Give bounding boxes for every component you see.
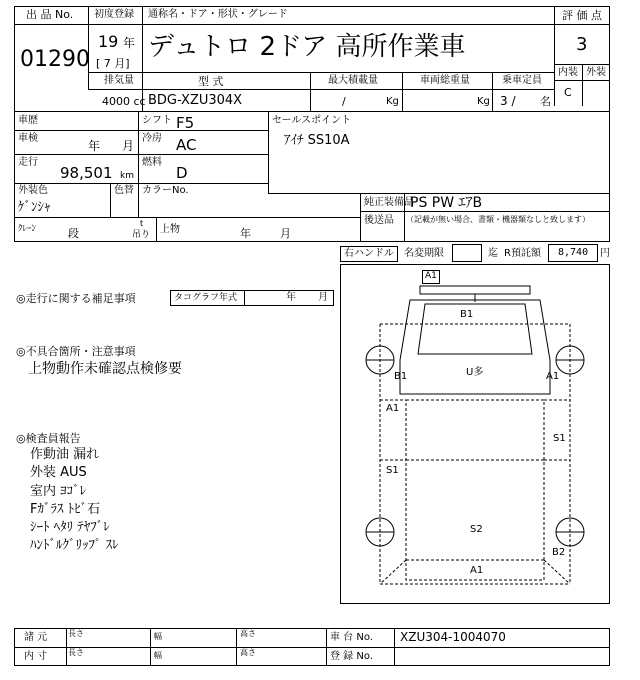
- inspector-line: 作動油 漏れ: [30, 447, 100, 462]
- name-change-box: [452, 244, 482, 262]
- interior-grade: C: [564, 86, 572, 99]
- width-label: 幅: [154, 651, 162, 660]
- reg-label: 登 録 No.: [330, 651, 373, 662]
- mark-u-mid: U多: [466, 367, 484, 378]
- history-label: 車歴: [18, 115, 38, 126]
- sales-point: ｱｲﾁ SS10A: [284, 133, 350, 148]
- crane-steps: 段: [68, 227, 79, 240]
- height-label: 高さ: [240, 648, 256, 657]
- body-label: 上物: [160, 224, 180, 235]
- mark-b1-top: B1: [460, 309, 474, 320]
- first-reg-year-unit: 年: [123, 36, 136, 50]
- crane-t: t: [140, 219, 144, 228]
- gross-weight-unit: Kg: [477, 96, 490, 107]
- chassis-no: XZU304-1004070: [400, 630, 506, 644]
- length-label: 長さ: [68, 648, 84, 657]
- inspection-year-unit: 年: [88, 139, 101, 153]
- grade-label: 評 価 点: [562, 9, 602, 22]
- handle: 右ハンドル: [344, 248, 394, 259]
- color-no-label: 色替: [114, 185, 134, 196]
- shift-label: シフト: [142, 115, 172, 126]
- shift: F5: [176, 114, 195, 132]
- mark-b1-left: B1: [394, 371, 408, 382]
- mark-b2: B2: [552, 547, 566, 558]
- first-reg-month: [ 7 月]: [96, 57, 130, 70]
- sales-point-label: セールスポイント: [272, 115, 352, 126]
- mark-top: A1: [425, 271, 437, 281]
- displacement-label: 排気量: [104, 75, 134, 86]
- defect-label: ◎不具合箇所・注意事項: [16, 345, 136, 358]
- exterior-label: 外装: [586, 67, 606, 78]
- mark-s1-right: S1: [553, 433, 566, 444]
- height-label: 高さ: [240, 629, 256, 638]
- equipment-label: 純正装備品: [364, 197, 414, 208]
- first-reg-label: 初度登録: [94, 9, 134, 20]
- inspection-label: 車検: [18, 133, 38, 144]
- ac-label: 冷房: [142, 133, 162, 144]
- color-code-label: カラーNo.: [142, 185, 189, 196]
- type: BDG-XZU304X: [148, 93, 243, 108]
- first-reg-year: 19: [98, 32, 119, 51]
- mileage: 98,501: [60, 164, 113, 182]
- max-load-label: 最大積載量: [328, 75, 378, 86]
- inspector-line: ｼｰﾄ ﾍﾀﾘ ﾃﾔﾌﾞﾚ: [30, 520, 110, 535]
- fuel: D: [176, 164, 188, 182]
- model-label: 通称名・ドア・形状・グレード: [148, 9, 288, 20]
- inspector-line: Fｶﾞﾗｽ ﾄﾋﾞ石: [30, 502, 101, 517]
- name-change-label: 名変期限: [404, 248, 444, 259]
- mileage-label: 走行: [18, 157, 38, 168]
- length-label: 長さ: [68, 629, 84, 638]
- attached-label: 後送品: [364, 215, 394, 226]
- mark-a1-bottom: A1: [470, 565, 484, 576]
- grade: 3: [576, 34, 588, 55]
- zan-label: 迄: [488, 248, 498, 259]
- inspection-month-unit: 月: [122, 139, 135, 153]
- crane-lift: 吊り: [132, 230, 151, 240]
- attached-note: （記載が無い場合、書類・機器類なしと致します）: [406, 215, 590, 224]
- body-month-unit: 月: [280, 227, 291, 240]
- dims-label: 諸 元: [24, 632, 48, 643]
- item-no-label: 出 品 No.: [26, 8, 74, 21]
- recycle-amount: 8,740: [558, 247, 589, 258]
- recycle-label: R預託額: [504, 248, 541, 259]
- mark-a1-left: A1: [386, 403, 400, 414]
- crane-label: ｸﾚｰﾝ: [18, 224, 37, 234]
- recycle-unit: 円: [600, 248, 610, 259]
- gross-weight-label: 車両総重量: [420, 75, 470, 86]
- body-year-unit: 年: [240, 227, 251, 240]
- fuel-label: 燃料: [142, 157, 162, 168]
- equipment: PS PW ｴｱB: [410, 195, 483, 211]
- inspector-line: 外装 AUS: [30, 465, 87, 480]
- mileage-unit: km: [120, 171, 134, 181]
- displacement: 4000 cc: [102, 95, 146, 108]
- exterior-color-label: 外装色: [18, 185, 48, 196]
- inspector-line: ﾊﾝﾄﾞﾙｸﾞﾘｯﾌﾟ ｽﾚ: [30, 538, 119, 553]
- truck-outline: [340, 264, 610, 604]
- max-load-unit: Kg: [386, 96, 399, 107]
- model-name: デュトロ 2ドア 高所作業車: [148, 32, 466, 62]
- ac: AC: [176, 136, 197, 154]
- item-no: 01290: [20, 47, 90, 72]
- tacho-label: タコグラフ年式: [174, 293, 238, 303]
- mark-s2: S2: [470, 524, 483, 535]
- exterior-color: ｹﾞﾝｼｬ: [18, 200, 51, 215]
- chassis-label: 車 台 No.: [330, 632, 373, 643]
- defect-text: 上物動作未確認点検修要: [28, 361, 182, 377]
- inspector-line: 室内 ﾖｺﾞﾚ: [30, 484, 87, 499]
- inspector-label: ◎検査員報告: [16, 432, 81, 445]
- type-label: 型 式: [198, 75, 224, 88]
- capacity-label: 乗車定員: [502, 75, 542, 86]
- width-label: 幅: [154, 632, 162, 641]
- capacity: 3 /: [500, 94, 516, 108]
- interior-label: 内装: [558, 67, 578, 78]
- capacity-unit: 名: [540, 95, 551, 108]
- mark-a1-right: A1: [546, 371, 560, 382]
- driving-label: ◎走行に関する補足事項: [16, 292, 136, 305]
- max-load: /: [342, 95, 346, 108]
- mark-s1-left: S1: [386, 465, 399, 476]
- inner-label: 内 寸: [24, 651, 48, 662]
- tacho-month-unit: 月: [318, 292, 328, 303]
- tacho-year-unit: 年: [286, 292, 296, 303]
